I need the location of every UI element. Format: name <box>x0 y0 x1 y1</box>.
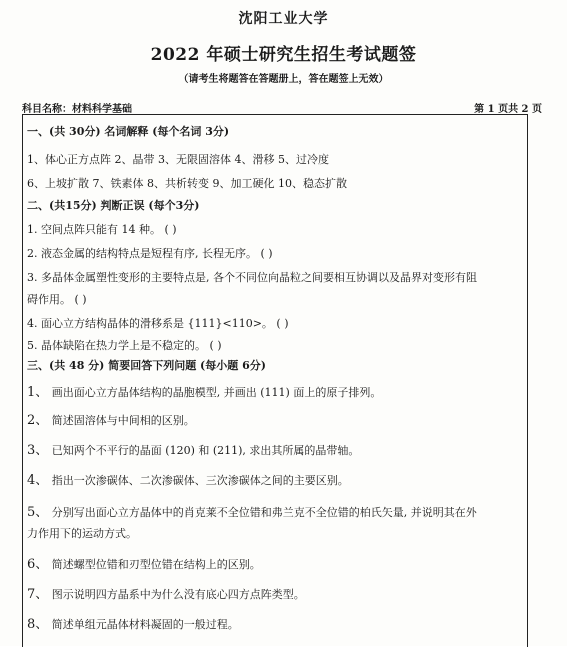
section-2-heading: 二、(共15分) 判断正误 (每个3分) <box>27 199 200 212</box>
section-2-question-3-line-2: 碍作用。 ( ) <box>27 293 87 306</box>
section-2-question-5: 5. 晶体缺陷在热力学上是不稳定的。 ( ) <box>27 339 222 352</box>
question-number: 5、 <box>27 505 49 520</box>
section-3-question-6 <box>27 553 261 572</box>
section-1-heading: 一、(共 30分) 名词解释 (每个名词 3分) <box>27 125 230 138</box>
question-text: 画出面心立方晶体结构的晶胞模型, 并画出 (111) 面上的原子排列。 <box>51 386 382 399</box>
section-3-question-7 <box>27 583 305 602</box>
section-2-question-2: 2. 液态金属的结构特点是短程有序, 长程无序。 ( ) <box>27 247 273 260</box>
subject-name: 科目名称：材料科学基础 <box>22 104 132 115</box>
question-number: 3、 <box>27 443 49 458</box>
question-number: 7、 <box>27 587 49 602</box>
section-2-question-3-line-1: 3. 多晶体金属塑性变形的主要特点是, 各个不同位向晶粒之间要相互协调以及晶界对变形有阻 <box>27 271 477 284</box>
question-box <box>22 114 528 647</box>
question-number: 6、 <box>27 557 49 572</box>
university-name: 沈阳工业大学 <box>238 11 329 27</box>
section-1-terms-row-1: 1、体心正方点阵 2、晶带 3、无限固溶体 4、滑移 5、过冷度 <box>27 153 329 166</box>
section-3-question-8 <box>27 613 239 632</box>
question-number: 4、 <box>27 473 49 488</box>
question-number: 2、 <box>27 413 49 428</box>
section-3-question-5-line-2: 力作用下的运动方式。 <box>27 527 137 540</box>
section-3-heading: 三、(共 48 分) 简要回答下列问题 (每小题 6分) <box>27 359 266 372</box>
question-number: 1、 <box>27 385 49 400</box>
section-3-question-5-line-1 <box>27 501 477 520</box>
question-text: 简述单组元晶体材料凝固的一般过程。 <box>51 618 239 631</box>
section-3-question-1 <box>27 381 381 400</box>
question-text: 图示说明四方晶系中为什么没有底心四方点阵类型。 <box>51 588 305 601</box>
section-1-terms-row-2: 6、上坡扩散 7、铁素体 8、共析转变 9、加工硬化 10、稳态扩散 <box>27 177 347 190</box>
question-text: 指出一次渗碳体、二次渗碳体、三次渗碳体之间的主要区别。 <box>51 474 349 487</box>
section-2-question-4: 4. 面心立方结构晶体的滑移系是 {111}<110>。 ( ) <box>27 317 289 330</box>
exam-title: 2022 年硕士研究生招生考试题签 <box>150 45 417 65</box>
question-number: 8、 <box>27 617 49 632</box>
exam-instruction-note: （请考生将题答在答题册上，答在题签上无效） <box>178 74 389 85</box>
page-indicator: 第 1 页共 2 页 <box>474 104 542 115</box>
section-3-question-3 <box>27 439 359 458</box>
section-3-question-4 <box>27 469 349 488</box>
question-text: 分别写出面心立方晶体中的肖克莱不全位错和弗兰克不全位错的柏氏矢量, 并说明其在外 <box>51 506 477 519</box>
section-2-question-1: 1. 空间点阵只能有 14 种。 ( ) <box>27 223 177 236</box>
question-text: 简述固溶体与中间相的区别。 <box>51 414 195 427</box>
question-text: 简述螺型位错和刃型位错在结构上的区别。 <box>51 558 261 571</box>
question-text: 已知两个不平行的晶面 (120) 和 (211), 求出其所属的晶带轴。 <box>51 444 360 457</box>
section-3-question-2 <box>27 409 195 428</box>
